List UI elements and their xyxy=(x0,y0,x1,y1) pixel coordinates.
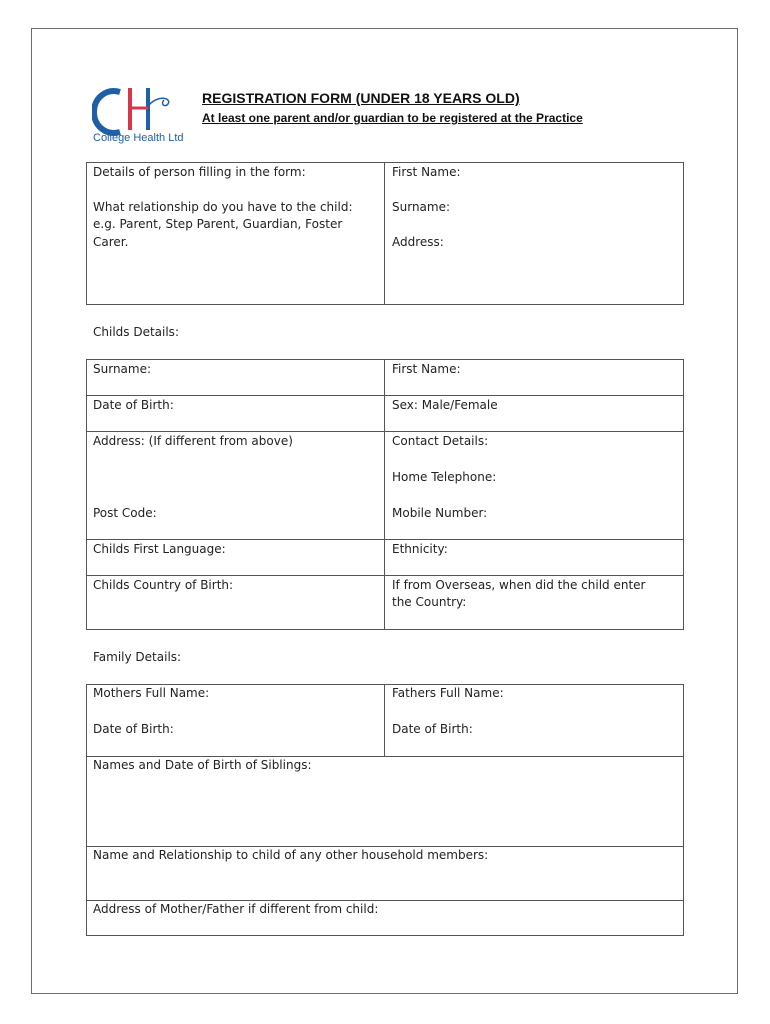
form-filler-table xyxy=(86,162,684,305)
home-telephone-field[interactable]: Home Telephone: xyxy=(392,470,497,484)
ethnicity-field[interactable]: Ethnicity: xyxy=(392,542,448,556)
form-subtitle: At least one parent and/or guardian to be registered at the Practice xyxy=(202,111,583,125)
country-of-birth-field[interactable]: Childs Country of Birth: xyxy=(93,578,234,592)
parent-address-field[interactable]: Address of Mother/Father if different from child: xyxy=(93,902,379,916)
contact-details-label: Contact Details: xyxy=(392,434,489,448)
filler-first-name-field[interactable]: First Name: xyxy=(392,165,461,179)
child-address-field[interactable]: Address: (If different from above) xyxy=(93,434,293,448)
child-dob-field[interactable]: Date of Birth: xyxy=(93,398,174,412)
relationship-examples-cont: Carer. xyxy=(93,235,129,249)
first-language-field[interactable]: Childs First Language: xyxy=(93,542,226,556)
post-code-field[interactable]: Post Code: xyxy=(93,506,157,520)
divider xyxy=(384,684,385,756)
filler-surname-field[interactable]: Surname: xyxy=(392,200,451,214)
form-title: REGISTRATION FORM (UNDER 18 YEARS OLD) xyxy=(202,90,520,106)
family-details-table xyxy=(86,684,684,936)
row-divider xyxy=(86,539,684,540)
childs-details-heading: Childs Details: xyxy=(93,325,179,339)
row-divider xyxy=(86,575,684,576)
overseas-entry-field[interactable]: If from Overseas, when did the child enter xyxy=(392,578,646,592)
relationship-label: What relationship do you have to the child: xyxy=(93,200,353,214)
father-dob-field[interactable]: Date of Birth: xyxy=(392,722,473,736)
divider xyxy=(384,359,385,630)
row-divider xyxy=(86,395,684,396)
filler-details-label: Details of person filling in the form: xyxy=(93,165,306,179)
siblings-field[interactable]: Names and Date of Birth of Siblings: xyxy=(93,758,312,772)
relationship-examples: e.g. Parent, Step Parent, Guardian, Foster xyxy=(93,217,343,231)
logo-company-name: College Health Ltd xyxy=(93,132,184,144)
divider xyxy=(384,162,385,305)
child-surname-field[interactable]: Surname: xyxy=(93,362,152,376)
filler-address-field[interactable]: Address: xyxy=(392,235,444,249)
father-name-field[interactable]: Fathers Full Name: xyxy=(392,686,504,700)
child-first-name-field[interactable]: First Name: xyxy=(392,362,461,376)
mother-name-field[interactable]: Mothers Full Name: xyxy=(93,686,210,700)
overseas-entry-field-cont: the Country: xyxy=(392,595,467,609)
row-divider xyxy=(86,431,684,432)
mobile-number-field[interactable]: Mobile Number: xyxy=(392,506,488,520)
family-details-heading: Family Details: xyxy=(93,650,182,664)
mother-dob-field[interactable]: Date of Birth: xyxy=(93,722,174,736)
household-members-field[interactable]: Name and Relationship to child of any other household members: xyxy=(93,848,489,862)
child-sex-field[interactable]: Sex: Male/Female xyxy=(392,398,498,412)
